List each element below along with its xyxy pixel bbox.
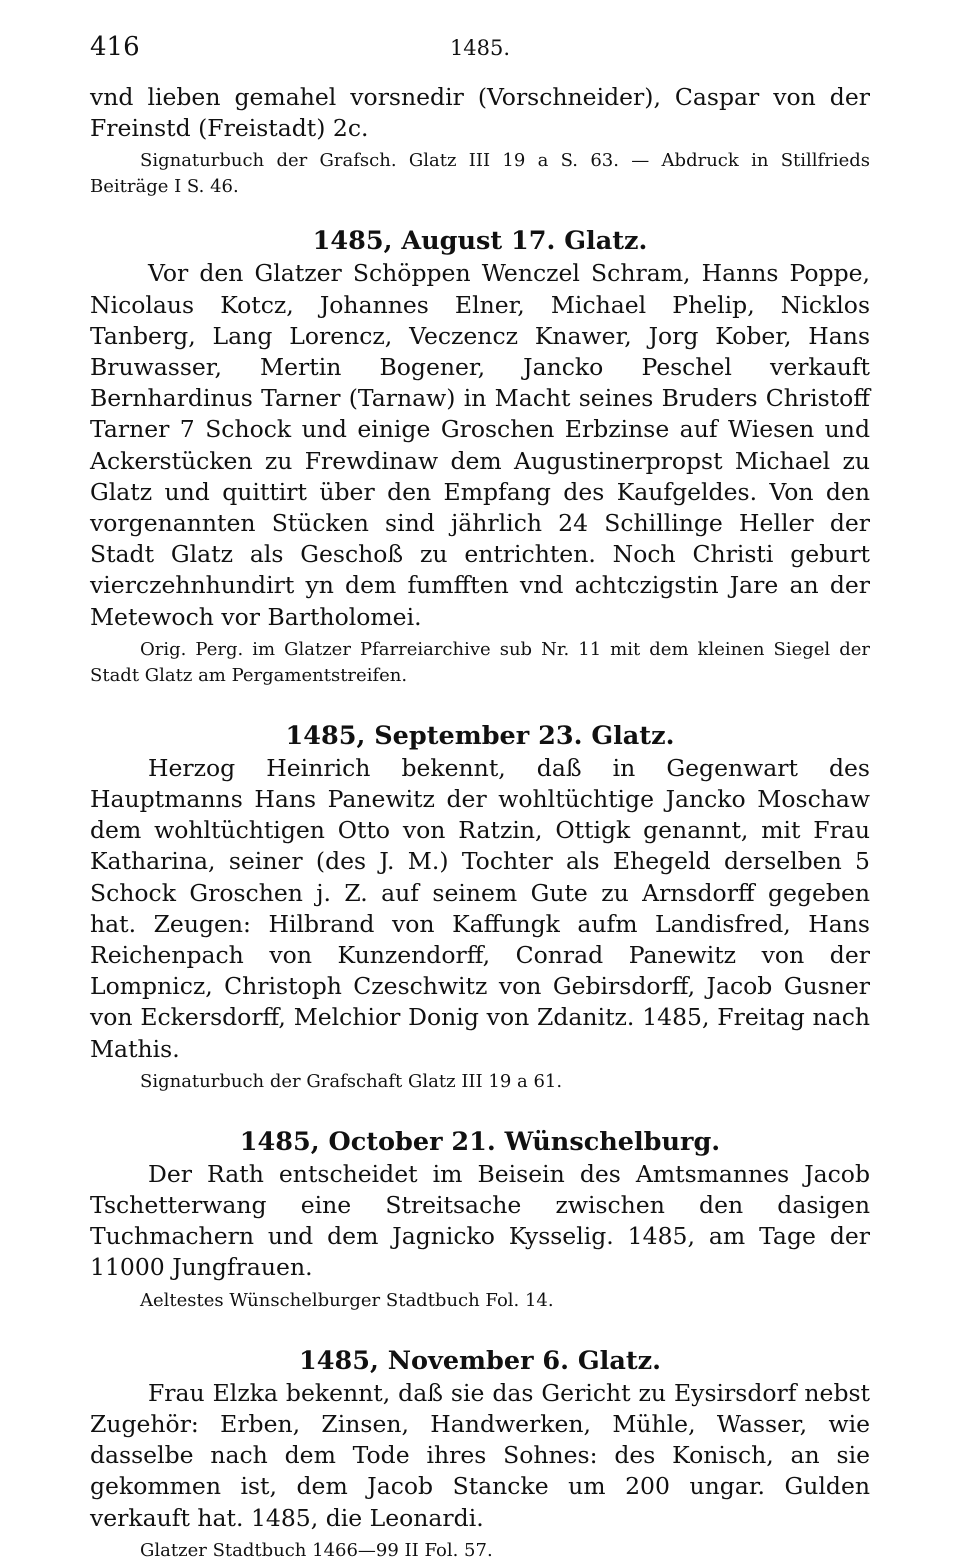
page-header xyxy=(90,32,870,82)
entry-source: Glatzer Stadtbuch 1466—99 II Fol. 57. xyxy=(140,1539,493,1561)
entry-source: Orig. Perg. im Glatzer Pfarreiarchive sub Nr. 11 mit dem kleinen Siegel der Stadt Glatz am Pergamentstreifen. xyxy=(90,638,870,686)
entry-text: Der Rath entscheidet im Beisein des Amtsmannes Jacob Tschetterwang eine Streitsache zwischen den dasigen Tuchmachern und dem Jagnicko Kysselig. 1485, am Tage der 11000 Jungfrauen. xyxy=(90,1159,870,1282)
page-number: 416 xyxy=(90,32,140,62)
entry-heading: 1485, November 6. Glatz. xyxy=(298,1345,662,1376)
entry-source: Signaturbuch der Grafschaft Glatz III 19 a 61. xyxy=(140,1070,563,1092)
entry-heading: 1485, August 17. Glatz. xyxy=(312,226,648,257)
entry-heading: 1485, September 23. Glatz. xyxy=(285,720,675,751)
entry-october-21 xyxy=(90,1125,870,1314)
continuation-source: Signaturbuch der Grafsch. Glatz III 19 a S. 63. — Abdruck in Stillfrieds Beiträge I S. 46. xyxy=(90,150,870,198)
entry-text: Vor den Glatzer Schöppen Wenczel Schram, Hanns Poppe, Nicolaus Kotcz, Johannes Elner, Michael Phelip, Nicklos Tanberg, Lang Lorencz, Veczencz Knawer, Jorg Kober, Hans Bruwasser, Mertin Bogener, Jancko Peschel verkauft Bernhardinus Tarner (Tarnaw) in Macht seines Bruders Christoff Tarner 7 Schock und einige Groschen Erbzinse auf Wiesen und Ackerstücken zu Frewdinaw dem Augustinerpropst Michael zu Glatz und quittirt über den Empfang des Kaufgeldes. Von den vorgenannten Stücken sind jährlich 24 Schillinge Heller der Stadt Glatz als Geschoß zu entrichten. Noch Christi geburt vierczehnhundirt yn dem fumfften vnd achtczigstin Jare an der Metewoch vor Bartholomei. xyxy=(90,259,870,631)
page xyxy=(90,32,870,1564)
entry-source: Aeltestes Wünschelburger Stadtbuch Fol. 14. xyxy=(140,1289,554,1311)
continuation-text: vnd lieben gemahel vorsnedir (Vorschneider), Caspar von der Freinstd (Freistadt) 2c. xyxy=(90,83,870,143)
entry-november-6 xyxy=(90,1344,870,1564)
entry-august-17 xyxy=(90,224,870,688)
entry-september-23 xyxy=(90,719,870,1095)
running-head: 1485. xyxy=(449,36,511,60)
continuation-entry xyxy=(90,82,870,200)
entry-text: Herzog Heinrich bekennt, daß in Gegenwart des Hauptmanns Hans Panewitz der wohltüchtige Jancko Moschaw dem wohltüchtigen Otto von Ratzin, Ottigk genannt, mit Frau Katharina, seiner (des J. M.) Tochter als Ehegeld derselben 5 Schock Groschen j. Z. auf seinem Gute zu Arnsdorff gegeben hat. Zeugen: Hilbrand von Kaffungk aufm Landisfred, Hans Reichenpach von Kunzendorff, Conrad Panewitz von der Lompnicz, Christoph Czeschwitz von Gebirsdorff, Jacob Gusner von Eckersdorff, Melchior Donig von Zdanitz. 1485, Freitag nach Mathis. xyxy=(90,753,870,1063)
entry-text: Frau Elzka bekennt, daß sie das Gericht zu Eysirsdorf nebst Zugehör: Erben, Zinsen, Handwerken, Mühle, Wasser, wie dasselbe nach dem Tode ihres Sohnes: des Konisch, an sie gekommen ist, dem Jacob Stancke um 200 ungar. Gulden verkauft hat. 1485, die Leonardi. xyxy=(90,1378,870,1532)
entry-heading: 1485, October 21. Wünschelburg. xyxy=(239,1126,721,1157)
